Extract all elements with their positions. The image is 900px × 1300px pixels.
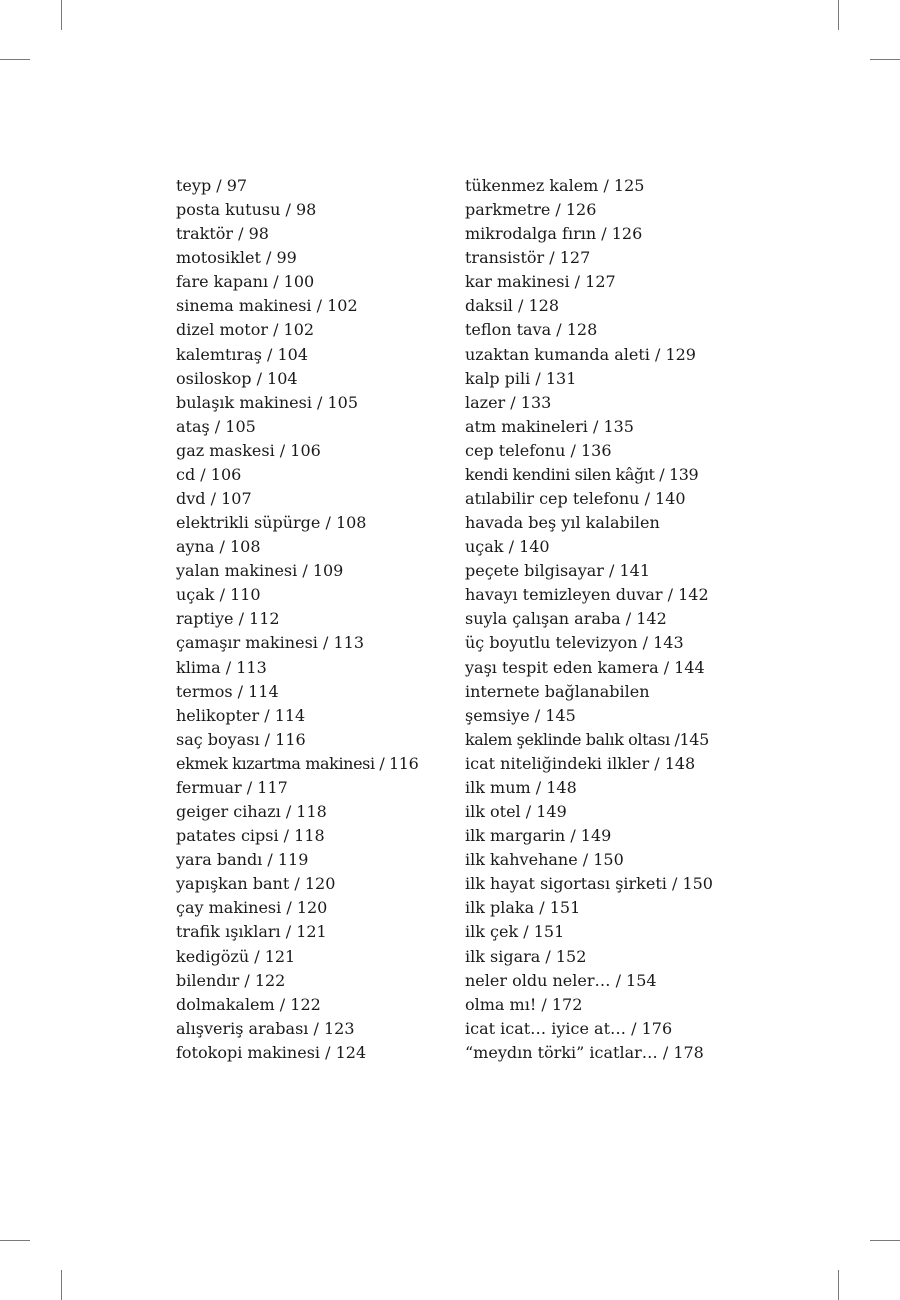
toc-entry: üç boyutlu televizyon / 143 xyxy=(465,633,684,653)
toc-entry: kedigözü / 121 xyxy=(176,946,296,966)
toc-entry: posta kutusu / 98 xyxy=(176,200,317,220)
toc-entry: şemsiye / 145 xyxy=(465,705,576,725)
toc-entry: trafik ışıkları / 121 xyxy=(176,922,327,942)
toc-entry: havada beş yıl kalabilen xyxy=(465,513,660,533)
toc-entry: havayı temizleyen duvar / 142 xyxy=(465,585,709,605)
toc-entry: yara bandı / 119 xyxy=(176,850,309,870)
toc-entry: helikopter / 114 xyxy=(176,705,306,725)
toc-entry: alışveriş arabası / 123 xyxy=(176,1018,355,1038)
toc-entry: ekmek kızartma makinesi / 116 xyxy=(176,753,419,773)
crop-mark-top-left-vertical xyxy=(61,0,62,30)
toc-entry: internete bağlanabilen xyxy=(465,681,650,701)
toc-entry: lazer / 133 xyxy=(465,392,552,412)
toc-entry: sinema makinesi / 102 xyxy=(176,296,358,316)
toc-left-column xyxy=(176,174,446,1065)
toc-entry: ilk otel / 149 xyxy=(465,802,567,822)
toc-entry: kalem şeklinde balık oltası /145 xyxy=(465,729,709,749)
toc-entry: geiger cihazı / 118 xyxy=(176,802,327,822)
crop-mark-bottom-left-vertical xyxy=(61,1270,62,1300)
toc-entry: fare kapanı / 100 xyxy=(176,272,315,292)
toc-entry: cd / 106 xyxy=(176,464,242,484)
crop-mark-top-left-horizontal xyxy=(0,59,30,60)
toc-entry: teflon tava / 128 xyxy=(465,320,598,340)
toc-entry: ilk mum / 148 xyxy=(465,777,577,797)
toc-entry: olma mı! / 172 xyxy=(465,994,583,1014)
toc-entry: atm makineleri / 135 xyxy=(465,416,634,436)
toc-entry: yalan makinesi / 109 xyxy=(176,561,344,581)
toc-entry: ilk sigara / 152 xyxy=(465,946,587,966)
toc-entry: peçete bilgisayar / 141 xyxy=(465,561,651,581)
toc-entry: ilk kahvehane / 150 xyxy=(465,850,624,870)
crop-mark-bottom-left-horizontal xyxy=(0,1240,30,1241)
toc-entry: icat icat… iyice at… / 176 xyxy=(465,1018,673,1038)
crop-mark-top-right-vertical xyxy=(838,0,839,30)
toc-entry: termos / 114 xyxy=(176,681,279,701)
toc-entry: ilk çek / 151 xyxy=(465,922,565,942)
toc-entry: motosiklet / 99 xyxy=(176,248,297,268)
toc-entry: fotokopi makinesi / 124 xyxy=(176,1042,367,1062)
toc-entry: kalemtıraş / 104 xyxy=(176,344,309,364)
toc-entry: elektrikli süpürge / 108 xyxy=(176,513,367,533)
toc-entry: patates cipsi / 118 xyxy=(176,826,325,846)
crop-mark-top-right-horizontal xyxy=(870,59,900,60)
toc-entry: yapışkan bant / 120 xyxy=(176,874,336,894)
toc-entry: neler oldu neler… / 154 xyxy=(465,970,657,990)
toc-entry: dizel motor / 102 xyxy=(176,320,315,340)
toc-entry: teyp / 97 xyxy=(176,176,248,195)
toc-entry: icat niteliğindeki ilkler / 148 xyxy=(465,753,696,773)
toc-entry: uçak / 140 xyxy=(465,537,550,557)
toc-entry: kendi kendini silen kâğıt / 139 xyxy=(465,464,699,484)
toc-entry: kar makinesi / 127 xyxy=(465,272,616,292)
toc-entry: cep telefonu / 136 xyxy=(465,440,612,460)
toc-entry: mikrodalga fırın / 126 xyxy=(465,224,643,244)
toc-entry: “meydın törki” icatlar… / 178 xyxy=(465,1042,704,1062)
toc-entry: dvd / 107 xyxy=(176,489,252,509)
toc-entry: ataş / 105 xyxy=(176,416,256,436)
toc-entry: klima / 113 xyxy=(176,657,267,677)
toc-entry: ilk margarin / 149 xyxy=(465,826,612,846)
toc-entry: osiloskop / 104 xyxy=(176,368,298,388)
toc-entry: transistör / 127 xyxy=(465,248,591,268)
toc-entry: daksil / 128 xyxy=(465,296,560,316)
toc-entry: atılabilir cep telefonu / 140 xyxy=(465,489,686,509)
toc-entry: traktör / 98 xyxy=(176,224,269,244)
toc-entry: yaşı tespit eden kamera / 144 xyxy=(465,657,705,677)
toc-entry: uzaktan kumanda aleti / 129 xyxy=(465,344,696,364)
toc-entry: kalp pili / 131 xyxy=(465,368,577,388)
toc-entry: çamaşır makinesi / 113 xyxy=(176,633,364,653)
toc-right-column xyxy=(465,174,725,1065)
toc-entry: bilendır / 122 xyxy=(176,970,286,990)
toc-entry: tükenmez kalem / 125 xyxy=(465,176,645,195)
toc-entry: ayna / 108 xyxy=(176,537,261,557)
toc-entry: suyla çalışan araba / 142 xyxy=(465,609,667,629)
toc-entry: bulaşık makinesi / 105 xyxy=(176,392,359,412)
toc-entry: fermuar / 117 xyxy=(176,777,288,797)
toc-entry: raptiye / 112 xyxy=(176,609,280,629)
toc-entry: parkmetre / 126 xyxy=(465,200,597,220)
crop-mark-bottom-right-vertical xyxy=(838,1270,839,1300)
toc-entry: çay makinesi / 120 xyxy=(176,898,328,918)
toc-entry: saç boyası / 116 xyxy=(176,729,306,749)
crop-mark-bottom-right-horizontal xyxy=(870,1240,900,1241)
toc-entry: gaz maskesi / 106 xyxy=(176,440,321,460)
toc-entry: uçak / 110 xyxy=(176,585,261,605)
toc-entry: ilk hayat sigortası şirketi / 150 xyxy=(465,874,713,894)
toc-entry: dolmakalem / 122 xyxy=(176,994,321,1014)
toc-entry: ilk plaka / 151 xyxy=(465,898,581,918)
